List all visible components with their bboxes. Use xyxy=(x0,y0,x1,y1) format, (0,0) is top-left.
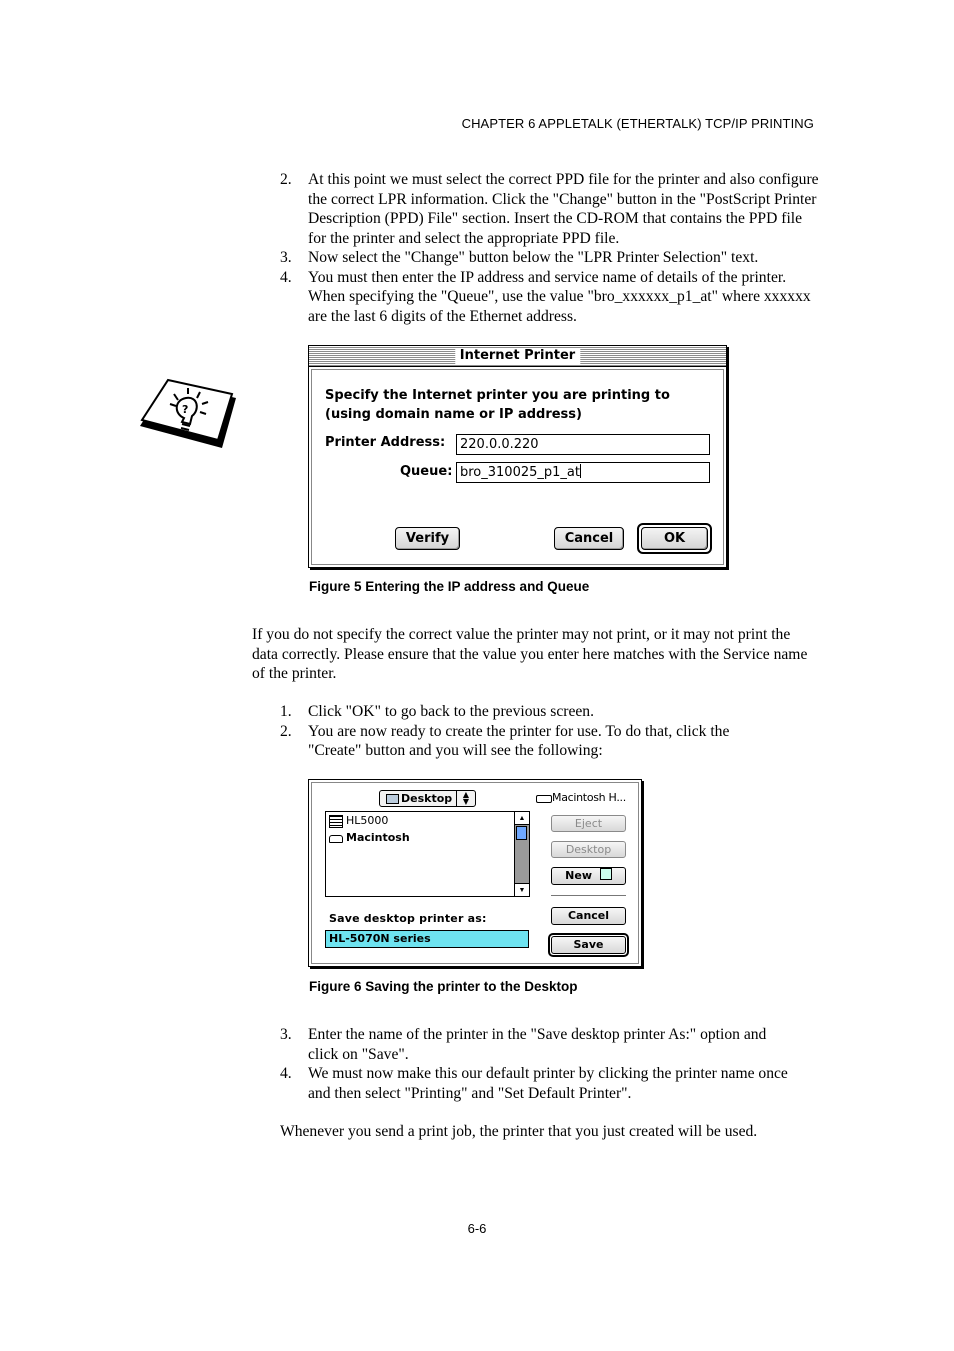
list-item xyxy=(280,1064,800,1103)
list-item-text: Enter the name of the printer in the "Save desktop printer As:" option and click on "Save". xyxy=(308,1026,767,1063)
new-folder-button[interactable] xyxy=(551,867,626,885)
steps-list-a xyxy=(280,170,822,326)
desktop-button[interactable]: Desktop xyxy=(551,841,626,858)
figure-5-caption: Figure 5 Entering the IP address and Queue xyxy=(309,579,590,594)
list-item-number: 2. xyxy=(280,722,292,740)
list-item-number: 3. xyxy=(280,1026,292,1043)
steps-list-c xyxy=(280,1025,800,1103)
internet-printer-dialog xyxy=(308,345,727,568)
location-popup-label: Desktop xyxy=(401,792,453,805)
printer-icon xyxy=(329,815,343,828)
scrollbar[interactable] xyxy=(514,812,529,896)
file-name: Macintosh xyxy=(346,831,410,844)
verify-button[interactable]: Verify xyxy=(395,527,460,550)
list-item-number: 4. xyxy=(280,268,292,286)
list-item xyxy=(280,722,780,761)
running-header: CHAPTER 6 APPLETALK (ETHERTALK) TCP/IP PRINTING xyxy=(461,116,814,131)
volume-name: Macintosh H... xyxy=(552,791,626,804)
list-item-number: 2. xyxy=(280,171,292,188)
save-as-label: Save desktop printer as: xyxy=(329,912,487,925)
list-item-text: Now select the "Change" button below the "LPR Printer Selection" text. xyxy=(308,249,759,266)
queue-label: Queue: xyxy=(400,464,453,479)
list-item xyxy=(280,702,780,722)
file-name: HL5000 xyxy=(346,814,389,827)
printer-address-field[interactable]: 220.0.0.220 xyxy=(456,434,710,455)
location-popup[interactable] xyxy=(379,790,476,807)
list-item-text: Click "OK" to go back to the previous screen. xyxy=(308,703,594,720)
ok-button[interactable]: OK xyxy=(641,527,708,550)
queue-field[interactable] xyxy=(456,462,710,483)
list-item-text: At this point we must select the correct PPD file for the printer and also configure the correct LPR information. Click the "Change" button in the "PostScript Printer Description (PPD) File" section. Insert the CD-ROM that contains the PPD file for the printer and select the appropriate PPD file. xyxy=(308,171,819,247)
scroll-down-arrow-icon[interactable]: ▼ xyxy=(515,883,529,896)
cancel-button[interactable]: Cancel xyxy=(551,907,626,925)
save-button[interactable]: Save xyxy=(551,936,626,954)
dialog-title: Internet Printer xyxy=(455,348,580,364)
figure-6-caption: Figure 6 Saving the printer to the Desktop xyxy=(309,979,578,994)
page-number: 6-6 xyxy=(467,1221,487,1236)
folder-icon xyxy=(386,794,399,804)
list-item-number: 3. xyxy=(280,249,292,266)
svg-text:?: ? xyxy=(182,403,189,416)
steps-list-b xyxy=(280,702,780,761)
tip-lightbulb-icon xyxy=(138,378,240,452)
save-desktop-printer-dialog xyxy=(308,779,642,967)
list-item xyxy=(280,170,822,248)
divider xyxy=(551,895,626,896)
file-list[interactable] xyxy=(325,811,530,897)
eject-button[interactable]: Eject xyxy=(551,815,626,832)
text-cursor xyxy=(580,464,581,478)
list-item-number: 4. xyxy=(280,1065,292,1082)
disk-icon xyxy=(329,835,343,843)
save-as-field[interactable]: HL-5070N series xyxy=(325,930,529,948)
list-item xyxy=(280,268,822,327)
list-item xyxy=(280,248,822,268)
list-item xyxy=(280,1025,800,1064)
scroll-up-arrow-icon[interactable]: ▲ xyxy=(515,812,529,825)
dialog-prompt-line2: (using domain name or IP address) xyxy=(325,407,582,422)
dialog-prompt-line1: Specify the Internet printer you are printing to xyxy=(325,388,670,403)
list-item-number: 1. xyxy=(280,703,292,720)
queue-value: bro_310025_p1_at xyxy=(460,465,580,480)
new-folder-icon xyxy=(600,868,612,880)
scroll-thumb[interactable] xyxy=(516,826,527,840)
list-item-text: We must now make this our default printer by clicking the printer name once and then select "Printing" and "Set Default Printer". xyxy=(308,1065,788,1102)
printer-address-label: Printer Address: xyxy=(325,435,446,450)
cancel-button[interactable]: Cancel xyxy=(554,527,624,550)
closing-paragraph: Whenever you send a print job, the printer that you just created will be used. xyxy=(280,1123,758,1140)
note-paragraph: If you do not specify the correct value the printer may not print, or it may not print the data correctly. Please ensure that the value you enter here matches with the Service name of the printer. xyxy=(252,626,808,682)
hard-disk-icon xyxy=(536,795,552,803)
dialog-titlebar[interactable] xyxy=(309,346,726,367)
list-item-text: You must then enter the IP address and service name of details of the printer. When specifying the "Queue", use the value "bro_xxxxxx_p1_at" where xxxxxx are the last 6 digits of the Ethernet address. xyxy=(308,268,811,325)
popup-arrows-icon: ▲ ▼ xyxy=(456,791,475,806)
list-item-text: You are now ready to create the printer for use. To do that, click the "Create" button and you will see the following: xyxy=(308,722,730,759)
new-folder-label: New xyxy=(565,869,592,882)
